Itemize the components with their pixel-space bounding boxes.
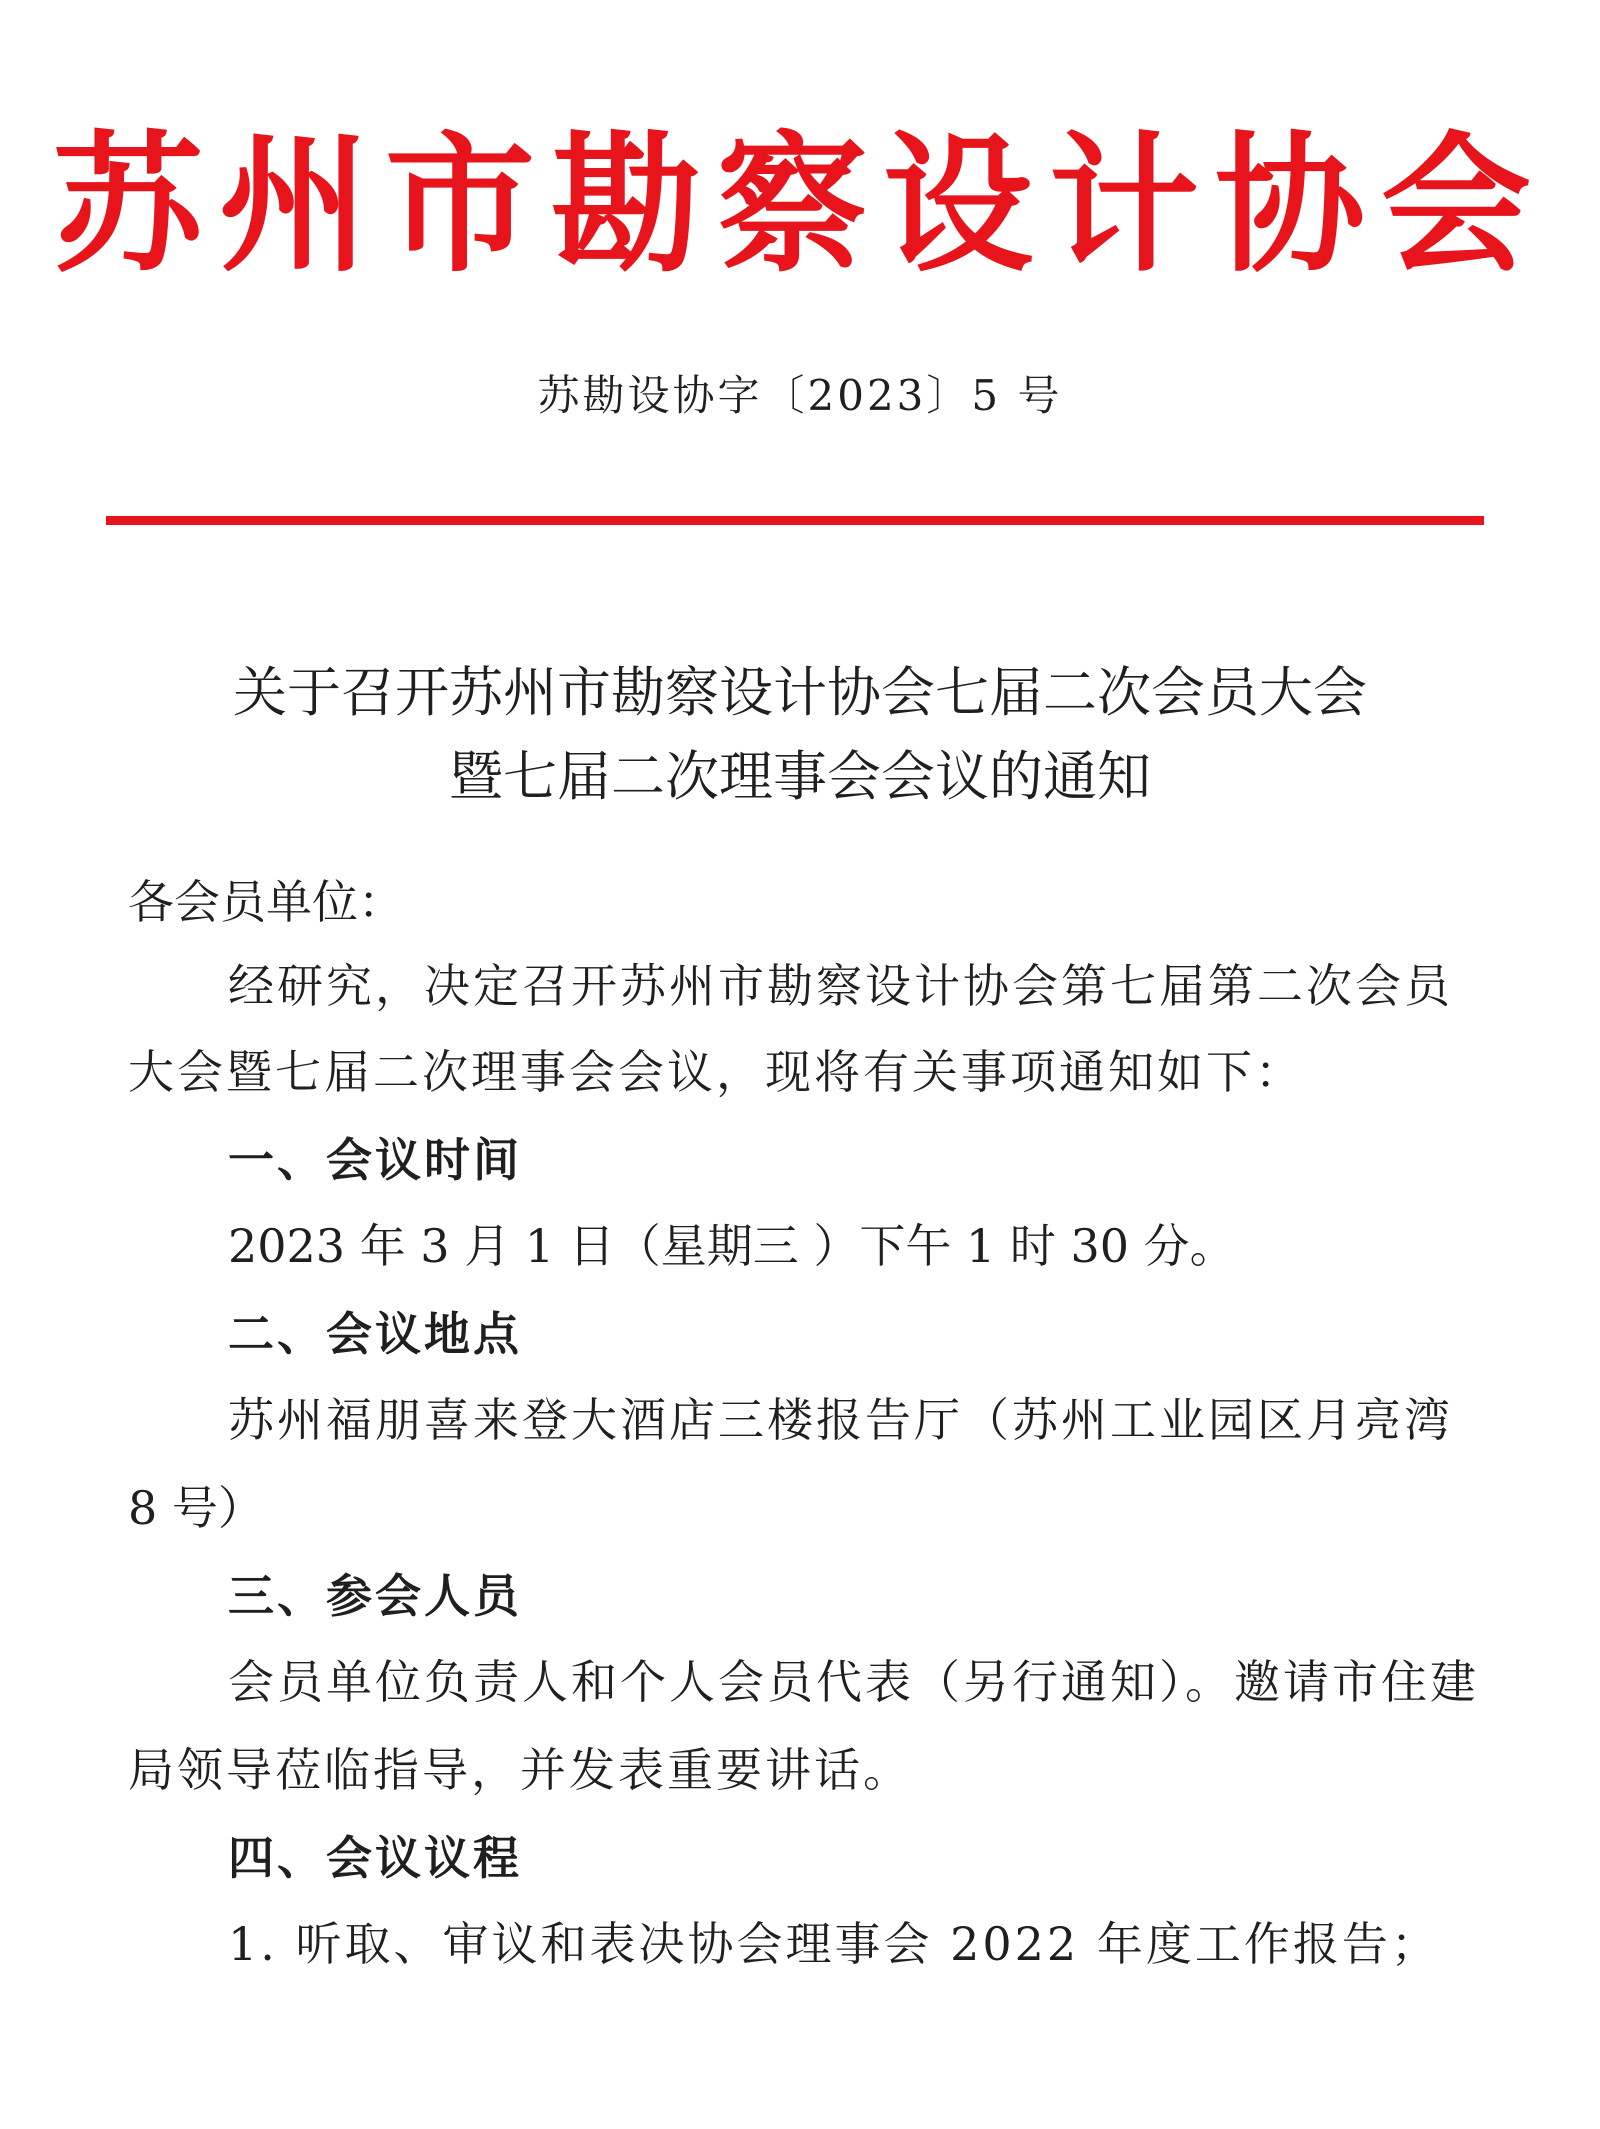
agenda-item-1: 1. 听取、审议和表决协会理事会 2022 年度工作报告；: [228, 1917, 1440, 1971]
meeting-location-line-2: 8 号）: [128, 1481, 264, 1535]
red-divider-rule: [106, 516, 1484, 525]
notice-title-line-2: 暨七届二次理事会会议的通知: [449, 745, 1151, 808]
section-heading-attendees: 三、参会人员: [228, 1569, 522, 1623]
salutation: 各会员单位：: [128, 875, 404, 929]
section-heading-location: 二、会议地点: [228, 1307, 522, 1361]
section-heading-agenda: 四、会议议程: [228, 1831, 522, 1885]
section-heading-time: 一、会议时间: [228, 1133, 522, 1187]
intro-line-1: 经研究，决定召开苏州市勘察设计协会第七届第二次会员: [228, 959, 1453, 1013]
meeting-time-text: 2023 年 3 月 1 日（星期三 ）下午 1 时 30 分。: [228, 1219, 1236, 1273]
attendees-line-1: 会员单位负责人和个人会员代表（另行通知）。邀请市住建: [228, 1655, 1479, 1709]
notice-title-line-1: 关于召开苏州市勘察设计协会七届二次会员大会: [233, 661, 1367, 724]
organization-name: 苏州市勘察设计协会: [52, 117, 1547, 293]
intro-line-2: 大会暨七届二次理事会会议，现将有关事项通知如下：: [128, 1045, 1304, 1099]
attendees-line-2: 局领导莅临指导，并发表重要讲话。: [128, 1743, 912, 1797]
meeting-location-line-1: 苏州福朋喜来登大酒店三楼报告厅（苏州工业园区月亮湾: [228, 1393, 1453, 1447]
document-number: 苏勘设协字〔2023〕5 号: [537, 371, 1063, 420]
